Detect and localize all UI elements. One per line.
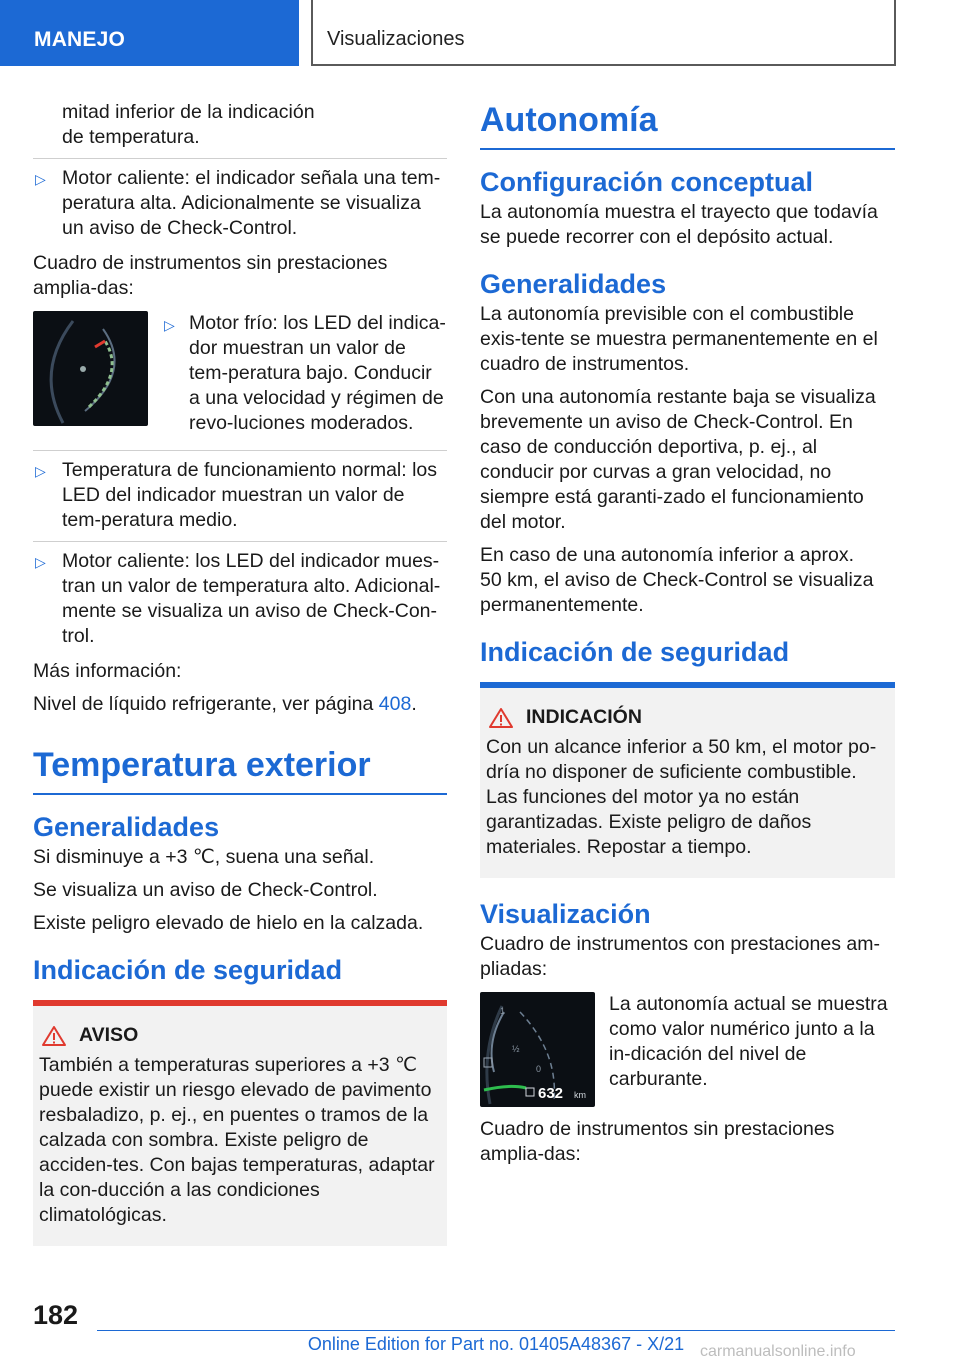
temperature-figure-row xyxy=(33,311,447,444)
edition-text: Online Edition for Part no. 01405A48367 - X/21 xyxy=(307,1334,685,1354)
warning-triangle-icon xyxy=(488,707,514,729)
temperature-gauge-image xyxy=(33,311,148,426)
notice-text: Con un alcance inferior a 50 km, el motor po-dría no disponer de suficiente combustible. Las funciones del motor ya no están garantizadas. Existe peligro de daños materiales. Repostar a tiempo. xyxy=(486,736,877,858)
range-unit: km xyxy=(574,1090,586,1100)
bullet-engine-hot-basic xyxy=(33,541,447,649)
range-value: 632 xyxy=(538,1085,564,1102)
chapter-tab[interactable]: Visualizaciones xyxy=(311,0,896,66)
notice-box xyxy=(480,682,895,878)
paragraph: Existe peligro elevado de hielo en la calzada. xyxy=(33,912,424,934)
bullet-engine-hot xyxy=(33,158,447,241)
bullet-normal-temperature xyxy=(33,450,447,533)
footer-divider xyxy=(97,1330,895,1331)
left-column xyxy=(33,100,447,1266)
notice-label: INDICACIÓN xyxy=(526,706,642,728)
paragraph: En caso de una autonomía inferior a aprox. 50 km, el aviso de Check-Control se visualiza permanentemente. xyxy=(480,544,874,616)
warning-text: También a temperaturas superiores a +3 ℃ puede existir un riesgo elevado de pavimento resbaladizo, p. ej., en puentes o tramos de la calzada con sombra. Existe peligro de acciden-tes. Con bajas temperaturas, adaptar la con-ducción a las condiciones climatológicas. xyxy=(39,1054,435,1226)
section-tab[interactable]: MANEJO xyxy=(0,0,299,66)
watermark: carmanualsonline.info xyxy=(700,1343,856,1360)
paragraph: Se visualiza un aviso de Check-Control. xyxy=(33,879,378,901)
heading-range: Autonomía xyxy=(480,100,895,150)
reference-text: Nivel de líquido refrigerante, ver página xyxy=(33,693,379,715)
triangle-bullet-icon: ▷ xyxy=(35,463,46,479)
reference-end: . xyxy=(411,693,417,715)
heading-general: Generalidades xyxy=(480,269,667,299)
triangle-bullet-icon: ▷ xyxy=(35,554,46,570)
warning-box xyxy=(33,1000,447,1246)
bullet-text: Temperatura de funcionamiento normal: los LED del indicador muestran un valor de tem-peratura medio. xyxy=(62,459,438,531)
page-link[interactable]: 408 xyxy=(378,693,412,715)
bullet-text: Motor caliente: los LED del indicador mues-tran un valor de temperatura alto. Adicional-mente se visualiza un aviso de Check-Con-trol. xyxy=(62,550,441,647)
triangle-bullet-icon: ▷ xyxy=(164,317,175,333)
bullet-engine-cold xyxy=(162,311,447,436)
heading-concept: Configuración conceptual xyxy=(480,167,814,197)
fuel-tick-half: ½ xyxy=(512,1044,520,1054)
cross-reference xyxy=(33,692,447,717)
range-figure-row xyxy=(480,992,895,1107)
page-header xyxy=(0,0,960,66)
paragraph: Con una autonomía restante baja se visualiza brevemente un aviso de Check-Control. En caso de conducción deportiva, p. ej., al conducir por curvas a gran velocidad, no siempre está garanti-zado el funcionamiento del motor. xyxy=(480,386,876,533)
paragraph: La autonomía muestra el trayecto que todavía se puede recorrer con el depósito actual. xyxy=(480,201,878,248)
heading-general: Generalidades xyxy=(33,812,220,842)
fuel-tick-full: 1 xyxy=(500,1006,506,1016)
warning-title xyxy=(39,1024,441,1047)
paragraph: La autonomía previsible con el combustible exis-tente se muestra permanentemente en el cuadro de instrumentos. xyxy=(480,303,878,375)
fuel-gauge-image xyxy=(480,992,595,1107)
heading-safety: Indicación de seguridad xyxy=(480,637,790,667)
triangle-bullet-icon: ▷ xyxy=(35,171,46,187)
warning-triangle-icon xyxy=(41,1025,67,1047)
figure-caption: La autonomía actual se muestra como valor numérico junto a la in-dicación del nivel de carburante. xyxy=(609,993,888,1090)
fuel-tick-empty: 0 xyxy=(536,1064,542,1074)
basic-cluster-intro: Cuadro de instrumentos sin prestaciones amplia-das: xyxy=(33,252,388,299)
warning-label: AVISO xyxy=(79,1024,139,1046)
continued-text: mitad inferior de la indicación de temperatura. xyxy=(62,101,315,148)
heading-outside-temperature: Temperatura exterior xyxy=(33,745,447,795)
right-column xyxy=(480,100,895,1175)
more-info-label: Más información: xyxy=(33,660,182,682)
bullet-text: Motor frío: los LED del indica-dor muestran un valor de tem-peratura bajo. Conducir a una velocidad y régimen de revo-luciones moderados. xyxy=(189,312,446,434)
paragraph: Si disminuye a +3 ℃, suena una señal. xyxy=(33,846,375,868)
heading-safety: Indicación de seguridad xyxy=(33,955,343,985)
paragraph: Cuadro de instrumentos con prestaciones am-pliadas: xyxy=(480,933,880,980)
page-number: 182 xyxy=(33,1300,79,1330)
paragraph: Cuadro de instrumentos sin prestaciones amplia-das: xyxy=(480,1118,835,1165)
bullet-text: Motor caliente: el indicador señala una tem-peratura alta. Adicionalmente se visualiza un aviso de Check-Control. xyxy=(62,167,441,239)
heading-display: Visualización xyxy=(480,899,651,929)
notice-title xyxy=(486,706,889,729)
